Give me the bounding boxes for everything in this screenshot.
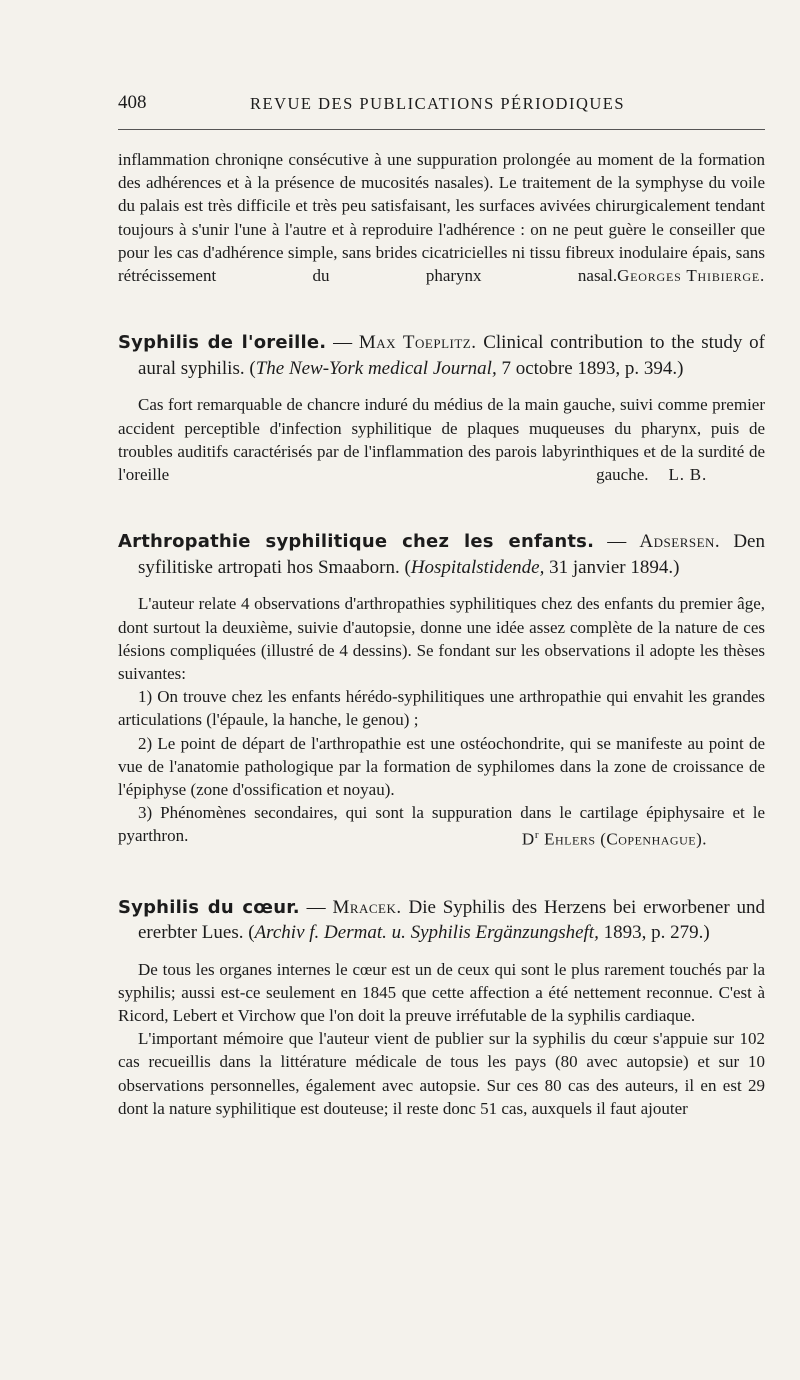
signature: L. B. (668, 465, 707, 485)
entry-author: Mracek. (332, 896, 402, 918)
entry-paragraph: 2) Le point de départ de l'arthropathie est une ostéochondrite, qui se manifeste au point de vue de l'anatomie pathologique par la formation de syphilomes dans la zone de croissance de l'épiphyse (zone d'ossification et noyau). (118, 733, 765, 800)
running-head (118, 92, 765, 126)
continuation-block (118, 148, 765, 310)
continuation-paragraph: inflammation chroniqne consécutive à une suppuration prolongée au moment de la formation des adhérences et à la présence de mucosités nasales). Le traitement de la symphyse du voile du palais est très difficile et très peu satisfaisant, les surfaces avivées chirurgicalement tendant toujours à s'unir l'une à l'autre et à reproduire l'adhérence : on ne peut guère le conseiller que pour les cas d'adhérence simple, sans brides cicatricielles ni tissu fibreux inodulaire épais, sans rétrécissement du pharynx nasal. Georges Thibierge. (118, 148, 765, 310)
entry-paragraph: Cas fort remarquable de chancre induré du médius de la main gauche, suivi comme premier accident perceptible d'infection syphilitique de plaques muqueuses du pharynx, puis de troubles auditifs caractérisés par de l'inflammation des parois labyrinthiques et de la surdité de l'oreille gauche. L. B. (118, 393, 765, 509)
page-number: 408 (118, 92, 147, 113)
entry-source: The New-York medical Journal, (255, 357, 497, 379)
entry-title: Syphilis du cœur. (118, 896, 300, 918)
header-rule (118, 129, 765, 130)
entry-author: Max Toeplitz. (358, 332, 477, 354)
entry-paragraph: 1) On trouve chez les enfants hérédo-syphilitiques une arthropathie qui envahit les grandes articulations (l'épaule, la hanche, le genou) ; (118, 687, 765, 730)
entry-title: Arthropathie syphilitique chez les enfants. (118, 531, 595, 553)
signature: $D^r$ Ehlers (Copenhague). (521, 829, 707, 850)
journal-title: REVUE DES PUBLICATIONS PÉRIODIQUES (250, 94, 626, 113)
entry-source: Hospitalstidende, (410, 556, 545, 578)
entry-paragraph: L'auteur relate 4 observations d'arthropathies syphilitiques chez des enfants du premier âge, dont surtout la deuxième, suivie d'autopsie, donne une idée assez complète de la nature de ces lésions compliquées (illustré de 4 dessins). Se fondant sur les observations il adopte les thèses suivantes: (118, 594, 765, 684)
entry-source: Archiv f. Dermat. u. Syphilis Ergänzungsheft, (254, 922, 599, 944)
review-entry (118, 330, 765, 509)
entry-author: Adsersen. (639, 531, 721, 553)
entry-heading: Arthropathie syphilitique chez les enfants. — Adsersen. Den syfilitiske artropati hos Smaaborn. (Hospitalstidende, 31 janvier 1894.) (118, 531, 765, 578)
review-entry (118, 529, 765, 874)
entry-paragraph: De tous les organes internes le cœur est un de ceux qui sont le plus rarement touchés par la syphilis; aussi est-ce seulement en 1845 que cette affection a été nettement reconnue. C'est à Ricord, Lebert et Virchow que l'on doit la preuve irréfutable de la syphilis cardiaque. (118, 959, 765, 1025)
entry-heading: Syphilis du cœur. — Mracek. Die Syphilis des Herzens bei erworbener und ererbter Lues. (Archiv f. Dermat. u. Syphilis Ergänzungsheft, 1893, p. 279.) (118, 896, 766, 944)
entry-paragraph: L'important mémoire que l'auteur vient de publier sur la syphilis du cœur s'appuie sur 102 cas recueillis dans la littérature médicale de tous les pays (80 avec autopsie) et sur 10 observations personnelles, également avec autopsie. Sur ces 80 cas des auteurs, il en est 29 dont la nature syphilitique est douteuse; il reste donc 51 cas, auxquels il faut ajouter (118, 1029, 765, 1118)
entry-heading: Syphilis de l'oreille. — Max Toeplitz. Clinical contribution to the study of aural syphilis. (The New-York medical Journal, 7 octobre 1893, p. 394.) (118, 332, 765, 379)
review-entry (118, 895, 765, 1120)
signature: Georges Thibierge. (617, 266, 765, 286)
entry-paragraph: 3) Phénomènes secondaires, qui sont la suppuration dans le cartilage épiphysaire et le pyarthron. $D^r$ Ehlers (Copenhague). (118, 801, 765, 874)
entry-title: Syphilis de l'oreille. (118, 332, 327, 354)
page (118, 92, 766, 1118)
article-body (118, 148, 765, 1140)
